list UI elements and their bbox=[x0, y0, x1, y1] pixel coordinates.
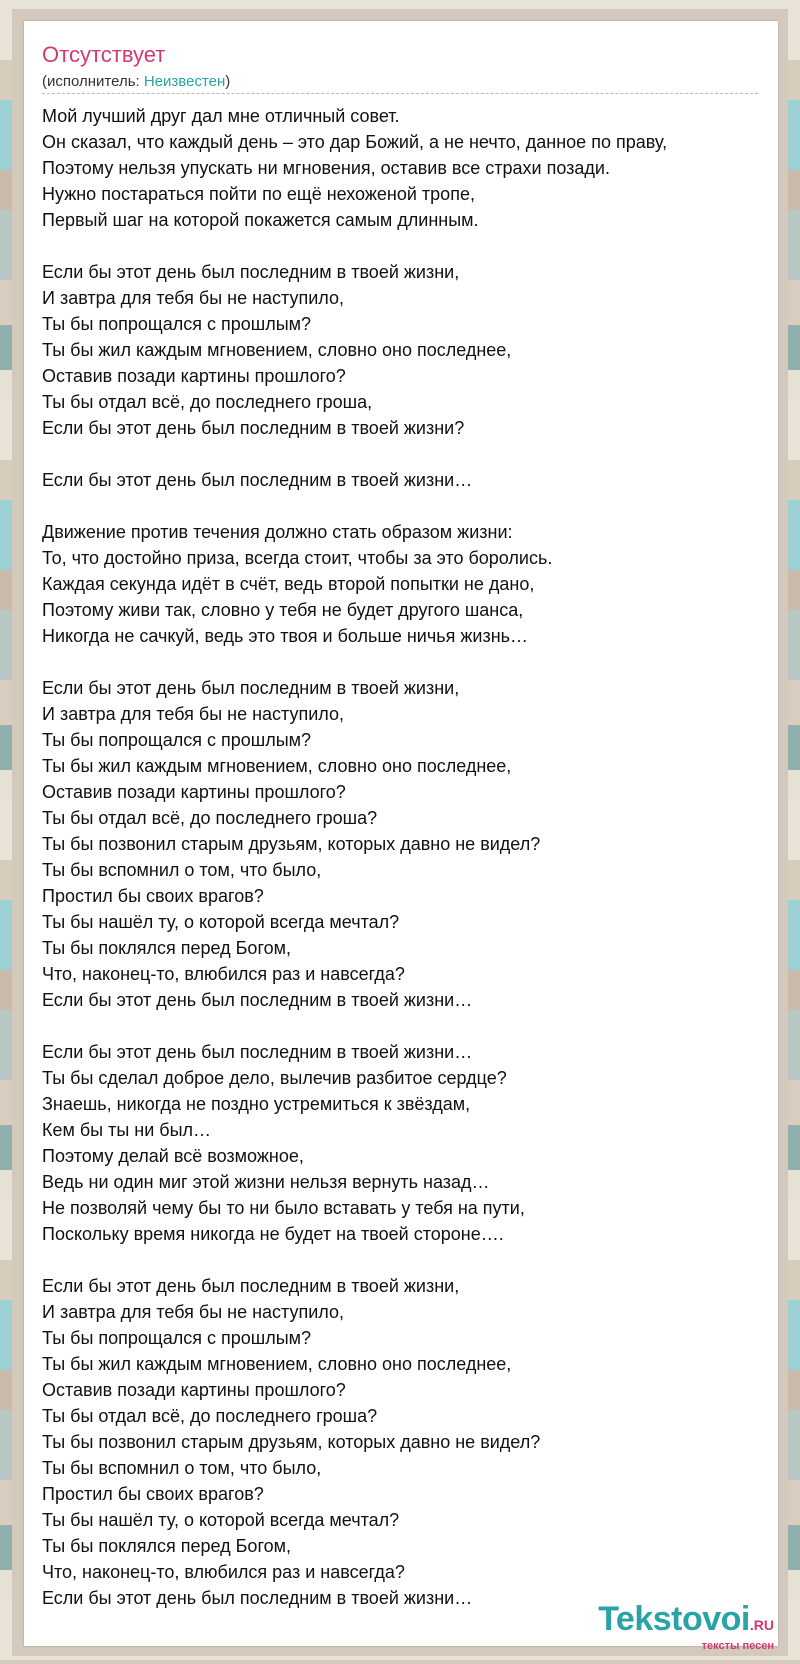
artist-suffix: ) bbox=[225, 73, 231, 90]
site-logo[interactable] bbox=[598, 1600, 774, 1639]
artist-link[interactable]: Неизвестен bbox=[143, 73, 226, 90]
logo-tagline: тексты песен bbox=[701, 1640, 774, 1652]
lyrics-text: Мой лучший друг дал мне отличный совет. Он сказал, что каждый день – это дар Божий, а не нечто, данное по праву, Поэтому нельзя упускать ни мгновения, оставив все страхи позади. Нужно постараться пойти по ещё нехоженой тропе, Первый шаг на которой покажется самым длинным. Если бы этот день был последним в твоей жизни, И завтра для тебя бы не наступило, Ты бы попрощался с прошлым? Ты бы жил каждым мгновением, словно оно последнее, Оставив позади картины прошлого? Ты бы отдал всё, до последнего гроша, Если бы этот день был последним в твоей жизни? Если бы этот день был последним в твоей жизни… Движение против течения должно стать образом жизни: То, что достойно приза, всегда стоит, чтобы за это боролись. Каждая секунда идёт в счёт, ведь второй попытки не дано, Поэтому живи так, словно у тебя не будет другого шанса, Никогда не сачкуй, ведь это твоя и больше ничья жизнь… Если бы этот день был последним в твоей жизни, И завтра для тебя бы не наступило, Ты бы попрощался с прошлым? Ты бы жил каждым мгновением, словно оно последнее, Оставив позади картины прошлого? Ты бы отдал всё, до последнего гроша? Ты бы позвонил старым друзьям, которых давно не видел? Ты бы вспомнил о том, что было, Простил бы своих врагов? Ты бы нашёл ту, о которой всегда мечтал? Ты бы поклялся перед Богом, Что, наконец-то, влюбился раз и навсегда? Если бы этот день был последним в твоей жизни… Если бы этот день был последним в твоей жизни… Ты бы сделал доброе дело, вылечив разбитое сердце? Знаешь, никогда не поздно устремиться к звёздам, Кем бы ты ни был… Поэтому делай всё возможное, Ведь ни один миг этой жизни нельзя вернуть назад… Не позволяй чему бы то ни было вставать у тебя на пути, Поскольку время никогда не будет на твоей стороне…. Если бы этот день был последним в твоей жизни, И завтра для тебя бы не наступило, Ты бы попрощался с прошлым? Ты бы жил каждым мгновением, словно оно последнее, Оставив позади картины прошлого? Ты бы отдал всё, до последнего гроша? Ты бы позвонил старым друзьям, которых давно не видел? Ты бы вспомнил о том, что было, Простил бы своих врагов? Ты бы нашёл ту, о которой всегда мечтал? Ты бы поклялся перед Богом, Что, наконец-то, влюбился раз и навсегда? Если бы этот день был последним в твоей жизни… bbox=[42, 106, 668, 1608]
header-divider bbox=[42, 93, 758, 94]
logo-name: Tekstovoi bbox=[598, 1600, 750, 1638]
artist-prefix: (исполнитель: bbox=[42, 73, 144, 90]
artist-line bbox=[42, 73, 230, 90]
logo-tld: .RU bbox=[749, 1617, 774, 1633]
song-title: Отсутствует bbox=[42, 42, 166, 67]
